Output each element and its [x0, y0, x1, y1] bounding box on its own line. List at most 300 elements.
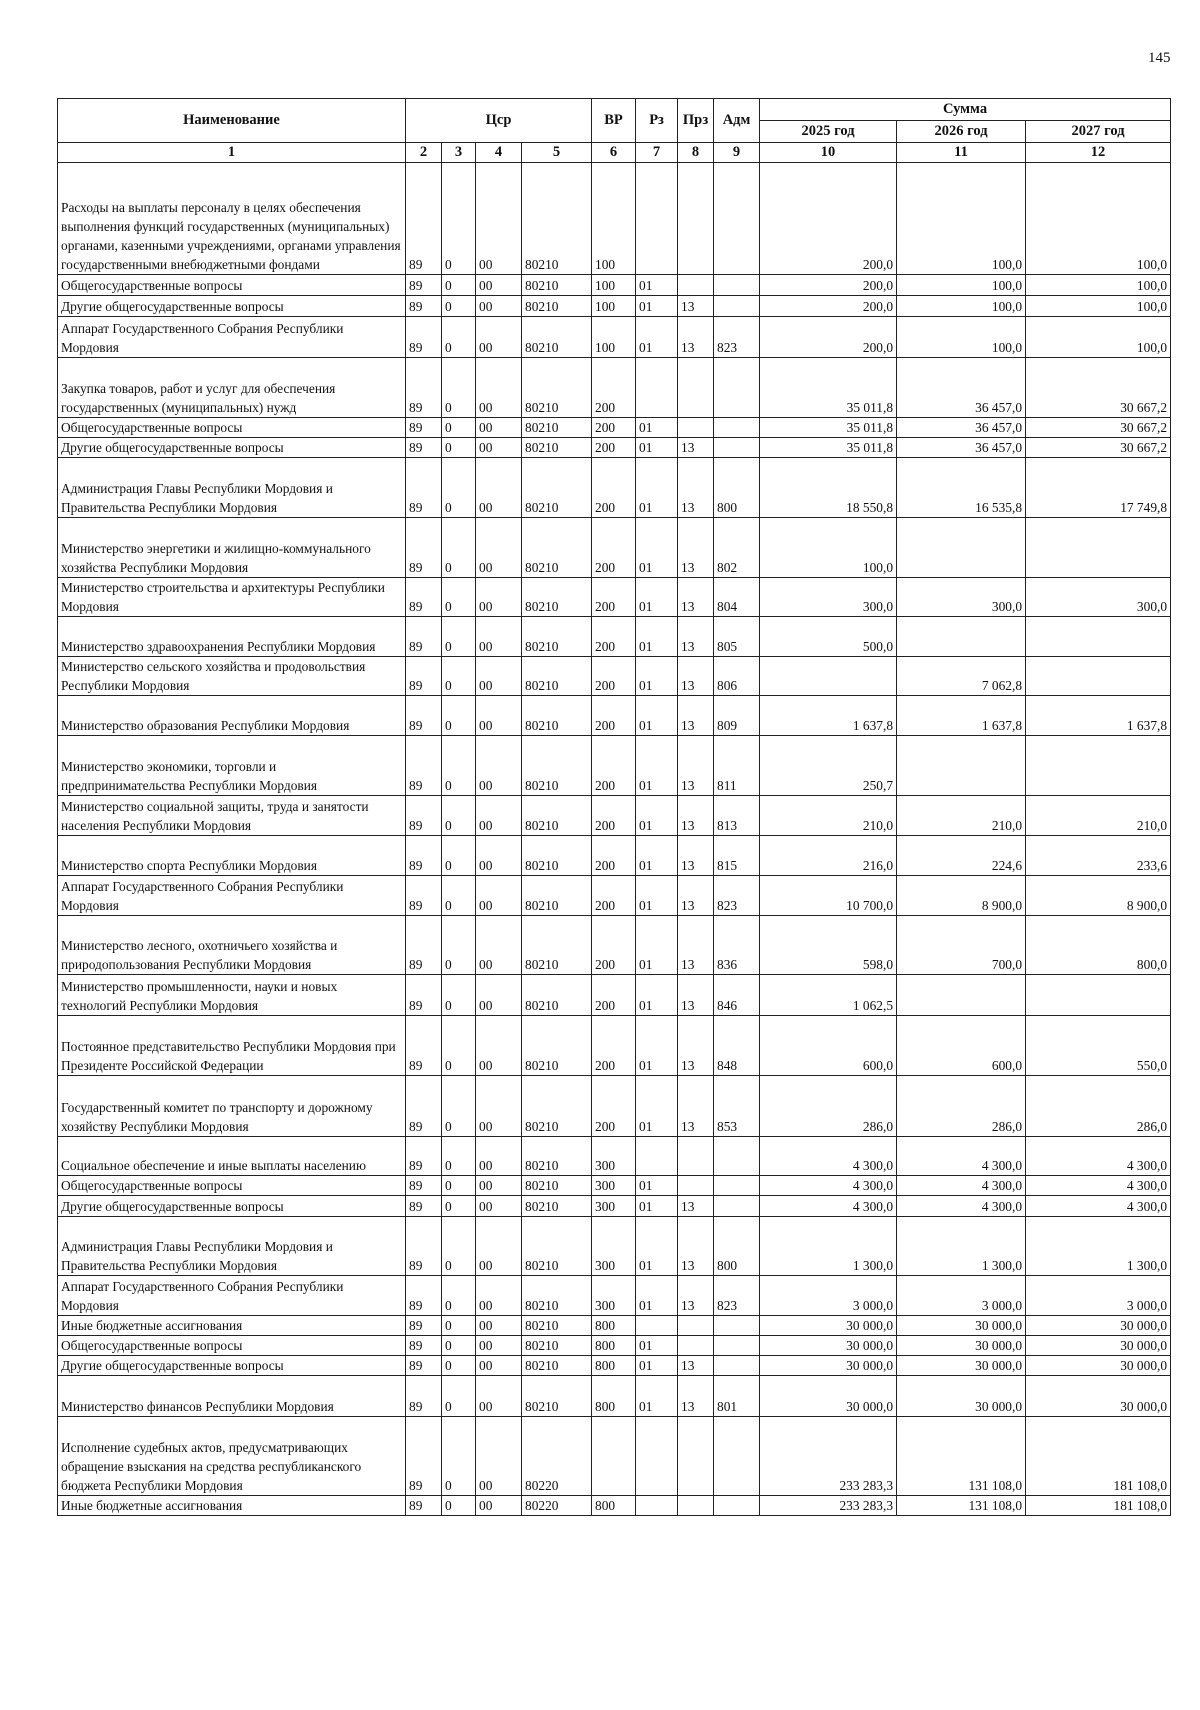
row-name: Исполнение судебных актов, предусматривающих обращение взыскания на средства республиканского бюджета Республики Мордовия	[58, 1417, 406, 1496]
row-sum-2027: 17 749,8	[1026, 458, 1171, 518]
row-csr-4: 00	[476, 458, 522, 518]
row-csr-2: 89	[406, 975, 442, 1016]
row-prz: 13	[678, 617, 714, 657]
row-rz: 01	[636, 1217, 678, 1276]
row-adm	[714, 1137, 760, 1176]
table-row	[58, 1356, 1171, 1376]
row-csr-5: 80210	[522, 296, 592, 317]
row-sum-2025: 216,0	[760, 836, 897, 876]
row-sum-2025: 100,0	[760, 518, 897, 578]
row-prz	[678, 418, 714, 438]
row-prz: 13	[678, 916, 714, 975]
row-name: Общегосударственные вопросы	[58, 418, 406, 438]
row-adm: 846	[714, 975, 760, 1016]
column-number: 10	[760, 143, 897, 163]
row-csr-3: 0	[442, 1356, 476, 1376]
row-csr-5: 80210	[522, 696, 592, 736]
row-sum-2025: 4 300,0	[760, 1196, 897, 1217]
row-prz: 13	[678, 578, 714, 617]
row-csr-4: 00	[476, 163, 522, 275]
row-csr-2: 89	[406, 578, 442, 617]
budget-table	[57, 98, 1171, 1516]
row-sum-2027: 100,0	[1026, 275, 1171, 296]
row-sum-2025: 600,0	[760, 1016, 897, 1076]
row-sum-2026: 100,0	[897, 296, 1026, 317]
row-csr-2: 89	[406, 518, 442, 578]
row-csr-5: 80210	[522, 1356, 592, 1376]
row-sum-2027	[1026, 518, 1171, 578]
row-vr: 200	[592, 358, 636, 418]
row-prz: 13	[678, 458, 714, 518]
header-year-2025: 2025 год	[760, 121, 897, 143]
row-adm: 804	[714, 578, 760, 617]
row-csr-2: 89	[406, 836, 442, 876]
row-csr-2: 89	[406, 275, 442, 296]
table-row	[58, 358, 1171, 418]
row-name: Министерство экономики, торговли и предпринимательства Республики Мордовия	[58, 736, 406, 796]
row-csr-3: 0	[442, 1276, 476, 1316]
row-prz: 13	[678, 1276, 714, 1316]
table-body	[58, 163, 1171, 1516]
row-adm	[714, 1356, 760, 1376]
column-number: 1	[58, 143, 406, 163]
row-vr: 200	[592, 438, 636, 458]
row-prz: 13	[678, 518, 714, 578]
row-sum-2025: 3 000,0	[760, 1276, 897, 1316]
row-prz: 13	[678, 836, 714, 876]
row-sum-2027: 300,0	[1026, 578, 1171, 617]
row-adm	[714, 1196, 760, 1217]
row-sum-2026: 1 300,0	[897, 1217, 1026, 1276]
row-csr-3: 0	[442, 836, 476, 876]
row-prz: 13	[678, 657, 714, 696]
row-vr: 100	[592, 275, 636, 296]
row-prz: 13	[678, 736, 714, 796]
row-csr-2: 89	[406, 657, 442, 696]
row-csr-3: 0	[442, 296, 476, 317]
row-sum-2026: 36 457,0	[897, 418, 1026, 438]
row-sum-2027: 1 300,0	[1026, 1217, 1171, 1276]
row-prz: 13	[678, 296, 714, 317]
table-row	[58, 1137, 1171, 1176]
row-vr: 300	[592, 1137, 636, 1176]
table-row	[58, 438, 1171, 458]
row-rz: 01	[636, 1076, 678, 1137]
row-prz: 13	[678, 1076, 714, 1137]
row-vr: 200	[592, 975, 636, 1016]
row-sum-2025: 35 011,8	[760, 438, 897, 458]
row-sum-2027: 100,0	[1026, 163, 1171, 275]
row-prz	[678, 275, 714, 296]
row-csr-3: 0	[442, 1496, 476, 1516]
row-sum-2027: 4 300,0	[1026, 1176, 1171, 1196]
table-row	[58, 1496, 1171, 1516]
row-sum-2026: 16 535,8	[897, 458, 1026, 518]
header-prz: Прз	[678, 99, 714, 143]
row-sum-2026	[897, 736, 1026, 796]
row-prz: 13	[678, 696, 714, 736]
row-sum-2025: 30 000,0	[760, 1336, 897, 1356]
row-name: Министерство спорта Республики Мордовия	[58, 836, 406, 876]
row-sum-2026: 30 000,0	[897, 1376, 1026, 1417]
row-adm	[714, 1316, 760, 1336]
row-csr-5: 80210	[522, 1336, 592, 1356]
row-csr-3: 0	[442, 796, 476, 836]
row-prz	[678, 358, 714, 418]
row-csr-2: 89	[406, 296, 442, 317]
row-csr-2: 89	[406, 617, 442, 657]
table-row	[58, 163, 1171, 275]
row-csr-4: 00	[476, 1137, 522, 1176]
row-csr-5: 80210	[522, 358, 592, 418]
row-prz	[678, 163, 714, 275]
row-sum-2025: 30 000,0	[760, 1376, 897, 1417]
table-row	[58, 1016, 1171, 1076]
row-sum-2026: 1 637,8	[897, 696, 1026, 736]
row-csr-5: 80210	[522, 657, 592, 696]
column-number: 8	[678, 143, 714, 163]
row-rz: 01	[636, 518, 678, 578]
row-csr-3: 0	[442, 1196, 476, 1217]
row-sum-2025: 4 300,0	[760, 1176, 897, 1196]
row-sum-2027: 4 300,0	[1026, 1137, 1171, 1176]
row-csr-4: 00	[476, 438, 522, 458]
row-prz: 13	[678, 975, 714, 1016]
table-row	[58, 1336, 1171, 1356]
row-csr-4: 00	[476, 1417, 522, 1496]
row-csr-3: 0	[442, 916, 476, 975]
row-sum-2026: 4 300,0	[897, 1137, 1026, 1176]
row-csr-5: 80210	[522, 876, 592, 916]
row-sum-2025: 30 000,0	[760, 1356, 897, 1376]
row-sum-2025: 286,0	[760, 1076, 897, 1137]
row-sum-2026: 36 457,0	[897, 358, 1026, 418]
row-csr-4: 00	[476, 1336, 522, 1356]
row-csr-5: 80210	[522, 1076, 592, 1137]
row-csr-4: 00	[476, 296, 522, 317]
row-vr: 300	[592, 1176, 636, 1196]
row-vr: 800	[592, 1376, 636, 1417]
row-sum-2026	[897, 518, 1026, 578]
column-number: 12	[1026, 143, 1171, 163]
row-sum-2026: 600,0	[897, 1016, 1026, 1076]
row-csr-5: 80210	[522, 1376, 592, 1417]
row-sum-2027: 4 300,0	[1026, 1196, 1171, 1217]
row-csr-5: 80210	[522, 317, 592, 358]
row-csr-5: 80210	[522, 1016, 592, 1076]
row-rz	[636, 163, 678, 275]
row-csr-4: 00	[476, 418, 522, 438]
row-rz: 01	[636, 296, 678, 317]
row-csr-4: 00	[476, 696, 522, 736]
row-csr-3: 0	[442, 1316, 476, 1336]
row-rz: 01	[636, 1376, 678, 1417]
row-csr-4: 00	[476, 1176, 522, 1196]
column-number: 5	[522, 143, 592, 163]
row-name: Государственный комитет по транспорту и дорожному хозяйству Республики Мордовия	[58, 1076, 406, 1137]
row-prz: 13	[678, 796, 714, 836]
row-csr-3: 0	[442, 975, 476, 1016]
row-rz: 01	[636, 458, 678, 518]
row-csr-2: 89	[406, 1276, 442, 1316]
row-rz: 01	[636, 696, 678, 736]
row-sum-2026: 700,0	[897, 916, 1026, 975]
table-row	[58, 275, 1171, 296]
row-csr-4: 00	[476, 1217, 522, 1276]
row-sum-2026: 210,0	[897, 796, 1026, 836]
row-sum-2025: 30 000,0	[760, 1316, 897, 1336]
row-csr-4: 00	[476, 1376, 522, 1417]
row-sum-2027	[1026, 657, 1171, 696]
row-csr-3: 0	[442, 458, 476, 518]
row-csr-5: 80210	[522, 418, 592, 438]
row-sum-2026: 30 000,0	[897, 1316, 1026, 1336]
column-number: 3	[442, 143, 476, 163]
row-adm: 800	[714, 1217, 760, 1276]
row-vr: 200	[592, 876, 636, 916]
column-number: 2	[406, 143, 442, 163]
row-csr-2: 89	[406, 1417, 442, 1496]
row-sum-2027: 30 000,0	[1026, 1336, 1171, 1356]
row-name: Аппарат Государственного Собрания Республики Мордовия	[58, 876, 406, 916]
table-row	[58, 617, 1171, 657]
header-rz: Рз	[636, 99, 678, 143]
row-csr-3: 0	[442, 358, 476, 418]
row-sum-2025: 1 300,0	[760, 1217, 897, 1276]
row-sum-2027: 100,0	[1026, 317, 1171, 358]
row-sum-2026: 286,0	[897, 1076, 1026, 1137]
row-name: Министерство строительства и архитектуры Республики Мордовия	[58, 578, 406, 617]
row-vr: 100	[592, 296, 636, 317]
header-name: Наименование	[58, 99, 406, 143]
header-year-2026: 2026 год	[897, 121, 1026, 143]
row-csr-2: 89	[406, 876, 442, 916]
header-year-2027: 2027 год	[1026, 121, 1171, 143]
row-name: Общегосударственные вопросы	[58, 275, 406, 296]
row-rz: 01	[636, 438, 678, 458]
table-row	[58, 296, 1171, 317]
column-number: 11	[897, 143, 1026, 163]
row-csr-4: 00	[476, 1076, 522, 1137]
row-csr-2: 89	[406, 1376, 442, 1417]
row-adm: 815	[714, 836, 760, 876]
row-sum-2027	[1026, 975, 1171, 1016]
row-csr-2: 89	[406, 1316, 442, 1336]
row-csr-2: 89	[406, 1356, 442, 1376]
row-name: Другие общегосударственные вопросы	[58, 296, 406, 317]
row-adm	[714, 1336, 760, 1356]
row-adm	[714, 358, 760, 418]
row-vr: 200	[592, 836, 636, 876]
column-number: 4	[476, 143, 522, 163]
row-sum-2025: 200,0	[760, 275, 897, 296]
row-rz: 01	[636, 1196, 678, 1217]
row-csr-4: 00	[476, 358, 522, 418]
table-row	[58, 876, 1171, 916]
row-vr: 200	[592, 736, 636, 796]
row-csr-4: 00	[476, 876, 522, 916]
row-csr-5: 80210	[522, 916, 592, 975]
row-csr-3: 0	[442, 438, 476, 458]
row-vr: 200	[592, 617, 636, 657]
row-sum-2027: 181 108,0	[1026, 1496, 1171, 1516]
row-sum-2027: 233,6	[1026, 836, 1171, 876]
row-csr-5: 80210	[522, 1176, 592, 1196]
table-row	[58, 1196, 1171, 1217]
row-sum-2027: 30 000,0	[1026, 1376, 1171, 1417]
row-csr-3: 0	[442, 1376, 476, 1417]
row-csr-4: 00	[476, 275, 522, 296]
row-name: Иные бюджетные ассигнования	[58, 1316, 406, 1336]
row-adm: 809	[714, 696, 760, 736]
row-sum-2026: 3 000,0	[897, 1276, 1026, 1316]
table-row	[58, 1376, 1171, 1417]
row-csr-3: 0	[442, 876, 476, 916]
row-csr-5: 80210	[522, 1276, 592, 1316]
row-csr-3: 0	[442, 518, 476, 578]
row-rz: 01	[636, 836, 678, 876]
row-csr-4: 00	[476, 796, 522, 836]
row-prz	[678, 1336, 714, 1356]
header-sum: Сумма	[760, 99, 1171, 121]
row-sum-2025: 210,0	[760, 796, 897, 836]
row-csr-3: 0	[442, 275, 476, 296]
row-csr-3: 0	[442, 163, 476, 275]
row-csr-2: 89	[406, 1137, 442, 1176]
row-csr-5: 80210	[522, 975, 592, 1016]
row-sum-2025: 35 011,8	[760, 358, 897, 418]
row-vr	[592, 1417, 636, 1496]
row-sum-2025: 200,0	[760, 296, 897, 317]
row-adm: 823	[714, 317, 760, 358]
row-adm	[714, 296, 760, 317]
row-name: Администрация Главы Республики Мордовия и Правительства Республики Мордовия	[58, 458, 406, 518]
row-csr-3: 0	[442, 1217, 476, 1276]
header-csr: Цср	[406, 99, 592, 143]
table-row	[58, 1076, 1171, 1137]
row-rz: 01	[636, 975, 678, 1016]
row-csr-5: 80210	[522, 578, 592, 617]
row-adm: 800	[714, 458, 760, 518]
row-name: Аппарат Государственного Собрания Республики Мордовия	[58, 1276, 406, 1316]
header-row-1	[58, 99, 1171, 121]
row-csr-2: 89	[406, 1176, 442, 1196]
row-rz	[636, 358, 678, 418]
row-sum-2027: 800,0	[1026, 916, 1171, 975]
table-row	[58, 1417, 1171, 1496]
row-sum-2027: 100,0	[1026, 296, 1171, 317]
row-csr-4: 00	[476, 1316, 522, 1336]
row-sum-2026	[897, 975, 1026, 1016]
row-sum-2026: 8 900,0	[897, 876, 1026, 916]
row-sum-2025: 200,0	[760, 317, 897, 358]
row-sum-2025: 18 550,8	[760, 458, 897, 518]
table-row	[58, 736, 1171, 796]
row-csr-4: 00	[476, 1196, 522, 1217]
row-vr: 200	[592, 458, 636, 518]
row-csr-2: 89	[406, 916, 442, 975]
column-number-row	[58, 143, 1171, 163]
row-sum-2025: 1 062,5	[760, 975, 897, 1016]
row-csr-2: 89	[406, 1076, 442, 1137]
row-sum-2026: 100,0	[897, 317, 1026, 358]
row-name: Министерство лесного, охотничьего хозяйства и природопользования Республики Мордовия	[58, 916, 406, 975]
row-sum-2025: 300,0	[760, 578, 897, 617]
table-row	[58, 975, 1171, 1016]
row-prz: 13	[678, 1376, 714, 1417]
row-vr: 200	[592, 578, 636, 617]
row-vr: 200	[592, 696, 636, 736]
row-sum-2027: 210,0	[1026, 796, 1171, 836]
row-csr-2: 89	[406, 317, 442, 358]
row-prz	[678, 1316, 714, 1336]
row-csr-3: 0	[442, 1076, 476, 1137]
row-csr-5: 80210	[522, 163, 592, 275]
row-sum-2025: 200,0	[760, 163, 897, 275]
row-csr-4: 00	[476, 975, 522, 1016]
row-rz: 01	[636, 876, 678, 916]
row-sum-2027: 286,0	[1026, 1076, 1171, 1137]
row-vr: 300	[592, 1196, 636, 1217]
row-rz: 01	[636, 657, 678, 696]
row-sum-2025: 10 700,0	[760, 876, 897, 916]
row-name: Министерство здравоохранения Республики Мордовия	[58, 617, 406, 657]
row-sum-2027: 8 900,0	[1026, 876, 1171, 916]
row-adm: 853	[714, 1076, 760, 1137]
row-rz: 01	[636, 1176, 678, 1196]
row-sum-2026: 36 457,0	[897, 438, 1026, 458]
row-csr-2: 89	[406, 1016, 442, 1076]
row-csr-3: 0	[442, 1137, 476, 1176]
row-csr-5: 80210	[522, 617, 592, 657]
row-sum-2027: 30 667,2	[1026, 438, 1171, 458]
row-rz: 01	[636, 916, 678, 975]
page-number: 145	[1148, 50, 1171, 66]
row-csr-2: 89	[406, 1496, 442, 1516]
row-name: Общегосударственные вопросы	[58, 1336, 406, 1356]
row-vr: 800	[592, 1316, 636, 1336]
row-rz: 01	[636, 578, 678, 617]
row-csr-5: 80210	[522, 1316, 592, 1336]
header-adm: Адм	[714, 99, 760, 143]
row-name: Министерство сельского хозяйства и продовольствия Республики Мордовия	[58, 657, 406, 696]
row-sum-2025	[760, 657, 897, 696]
row-name: Другие общегосударственные вопросы	[58, 1196, 406, 1217]
row-sum-2025: 233 283,3	[760, 1417, 897, 1496]
table-row	[58, 657, 1171, 696]
row-sum-2026: 30 000,0	[897, 1356, 1026, 1376]
row-csr-3: 0	[442, 418, 476, 438]
row-vr: 100	[592, 317, 636, 358]
row-sum-2026: 224,6	[897, 836, 1026, 876]
row-sum-2026: 4 300,0	[897, 1176, 1026, 1196]
row-csr-3: 0	[442, 617, 476, 657]
row-vr: 200	[592, 657, 636, 696]
row-csr-5: 80210	[522, 796, 592, 836]
row-name: Министерство финансов Республики Мордовия	[58, 1376, 406, 1417]
row-name: Министерство промышленности, науки и новых технологий Республики Мордовия	[58, 975, 406, 1016]
row-sum-2026	[897, 617, 1026, 657]
row-csr-4: 00	[476, 1276, 522, 1316]
row-csr-4: 00	[476, 617, 522, 657]
row-csr-2: 89	[406, 1336, 442, 1356]
row-rz: 01	[636, 1016, 678, 1076]
table-row	[58, 458, 1171, 518]
row-name: Социальное обеспечение и иные выплаты населению	[58, 1137, 406, 1176]
row-sum-2025: 4 300,0	[760, 1137, 897, 1176]
table-row	[58, 578, 1171, 617]
row-adm	[714, 163, 760, 275]
